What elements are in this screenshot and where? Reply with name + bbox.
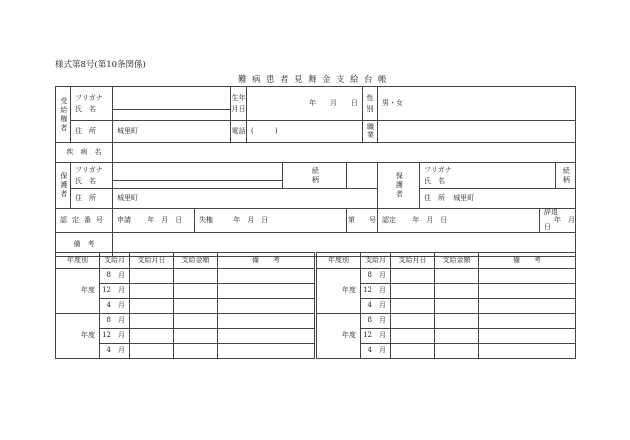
guardian-left-relation-label: 続柄 [283,163,347,189]
disease-label: 疾 病 名 [56,143,113,163]
month-cell: 4 月 [100,299,130,314]
guardian-right-address-field[interactable]: 住 所 城里町 [420,189,576,209]
remarks-label: 備 考 [56,233,113,257]
year-cell[interactable]: 年度 [317,314,361,359]
cert-number-label: 認定番号 [56,209,113,233]
sex-field[interactable]: 男・女 [378,87,576,121]
header-amount: 支給金額 [174,253,218,269]
month-cell: 12 月 [100,284,130,299]
sex-label: 性 別 [363,87,378,121]
year-cell[interactable]: 年度 [56,269,100,314]
guardian-left-relation-field[interactable] [347,163,378,189]
withdraw-label: 辞退 [544,208,558,216]
year-cell[interactable]: 年度 [317,269,361,314]
apply-label: 申請 [117,215,131,224]
register-table [55,86,582,257]
year-cell[interactable]: 年度 [56,314,100,359]
recipient-name-labels [71,87,113,121]
month-cell: 8 月 [361,269,391,284]
header-year: 年度別 [56,253,100,269]
recipient-name-label: 氏 名 [75,104,96,113]
header-date: 支給月日 [391,253,435,269]
recipient-address-label: 住 所 [71,121,113,143]
recipient-name-field[interactable] [113,87,231,121]
page-title: 難病患者見舞金支給台帳 [237,75,392,85]
phone-field[interactable]: ( ) [247,121,363,143]
month-cell: 4 月 [361,299,391,314]
header-remarks: 備 考 [479,253,576,269]
month-cell: 8 月 [361,314,391,329]
month-cell: 8 月 [100,269,130,284]
month-cell: 12 月 [361,284,391,299]
month-cell: 12 月 [361,329,391,344]
header-month: 支給月 [100,253,130,269]
header-amount: 支給金額 [435,253,479,269]
job-field[interactable] [378,121,576,143]
job-label: 職業 [363,121,378,143]
payment-table-right [316,252,576,359]
month-cell: 4 月 [361,344,391,359]
month-cell: 12 月 [100,329,130,344]
header-date: 支給月日 [130,253,174,269]
month-cell: 4 月 [100,344,130,359]
guardian-left-name-labels: フリガナ 氏 名 [71,163,113,189]
birth-date-field[interactable]: 年 月 日 [247,87,363,121]
birth-label: 生年 月日 [231,87,247,121]
loss-date-field[interactable]: 失権 年 月 日 [195,209,347,233]
cert-date-field[interactable]: 認定 年 月 日 [378,209,540,233]
withdraw-date-field[interactable]: 辞退 年 月 日 [540,209,576,233]
guardian-left-address-label: 住 所 [71,189,113,209]
guardian-right-relation-label: 続柄 [556,163,576,189]
guardian-left-section-label: 保護者 [56,163,71,209]
recipient-section-label: 受給権者 [56,87,71,143]
guardian-left-address-field[interactable]: 城里町 [113,189,378,209]
recipient-address-field[interactable]: 城里町 [113,121,231,143]
recipient-furigana-label: フリガナ [75,93,103,102]
header-remarks: 備 考 [218,253,315,269]
loss-label: 失権 [199,215,213,224]
disease-field[interactable] [113,143,576,163]
form-number: 様式第8号(第10条関係) [55,60,146,70]
cert-no-field[interactable]: 第 号 [347,209,378,233]
apply-date-field[interactable]: 申請 年 月 日 [113,209,195,233]
cert-label: 認定 [382,215,396,224]
guardian-right-name-labels: フリガナ 氏 名 [420,163,556,189]
phone-label: 電話 [231,121,247,143]
guardian-right-section-label: 保護者 [378,163,420,209]
header-year: 年度別 [317,253,361,269]
month-cell: 8 月 [100,314,130,329]
guardian-right-address-label: 住 所 [424,193,445,202]
header-month: 支給月 [361,253,391,269]
guardian-left-name-field[interactable] [113,163,283,189]
payment-table-left [55,252,315,359]
